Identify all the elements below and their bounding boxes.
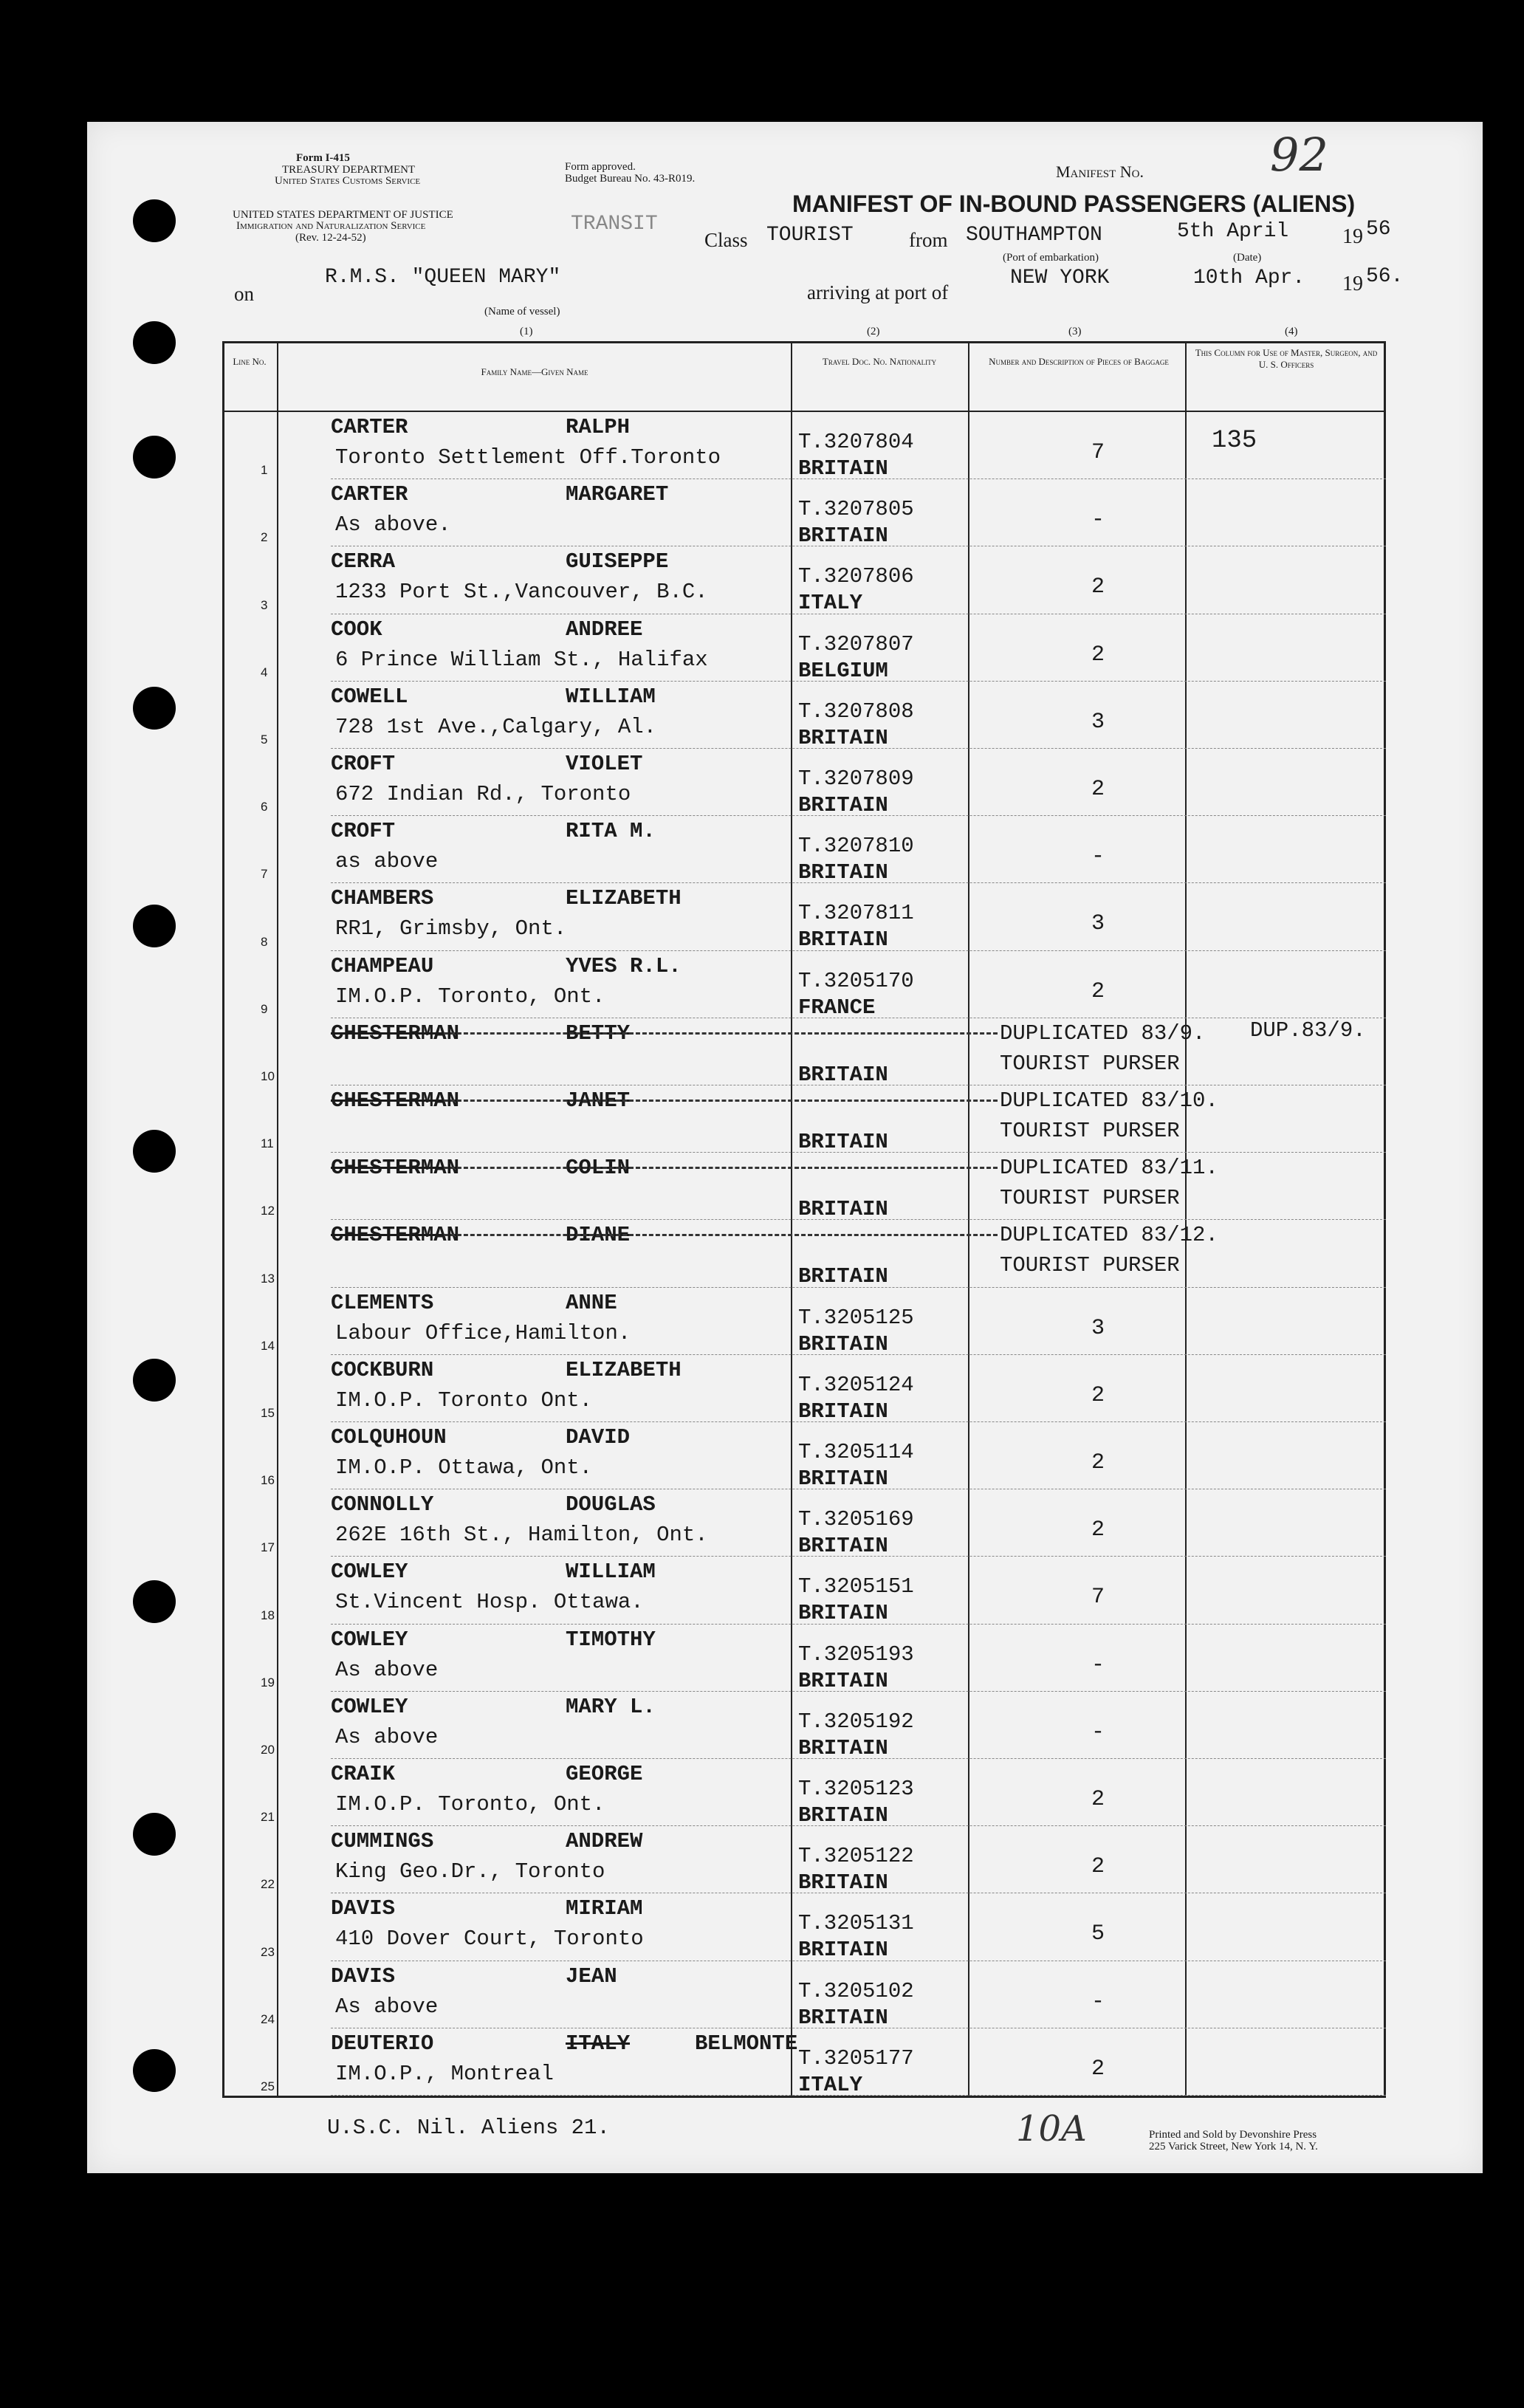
address: 728 1st Ave.,Calgary, Al. (335, 714, 657, 739)
class-value: TOURIST (766, 224, 854, 247)
given-name: JANET (566, 1088, 631, 1113)
on-label: on (234, 283, 254, 305)
table-row (222, 546, 1386, 614)
binder-hole (133, 1813, 176, 1856)
given-name: TIMOTHY (566, 1627, 656, 1652)
customs-label: United States Customs Service (275, 175, 421, 187)
address: IM.O.P. Toronto Ont. (335, 1387, 593, 1413)
column-number-1: (1) (520, 326, 533, 337)
binder-hole (133, 687, 176, 730)
duplicated-note: DUPLICATED 83/10. (1000, 1088, 1218, 1113)
table-row (222, 1220, 1386, 1287)
address: RR1, Grimsby, Ont. (335, 916, 567, 941)
nationality: BRITAIN (798, 1534, 888, 1559)
family-name: COCKBURN (331, 1357, 434, 1382)
nationality: BRITAIN (798, 1399, 888, 1424)
arrival-port: NEW YORK (1010, 267, 1110, 289)
address: IM.O.P. Toronto, Ont. (335, 984, 605, 1009)
header-name: Family Name—Given Name (481, 366, 588, 377)
given-name: VIOLET (566, 752, 643, 776)
departure-date: 5th April (1177, 220, 1289, 243)
address: Labour Office,Hamilton. (335, 1320, 631, 1345)
approved-label: Form approved. (565, 161, 636, 173)
given-name: BETTY (566, 1021, 631, 1046)
baggage-count: 7 (1091, 1585, 1105, 1611)
table-row (222, 412, 1386, 479)
baggage-count: 3 (1091, 911, 1105, 937)
given-name: GEORGE (566, 1762, 643, 1786)
travel-doc-number: T.3207810 (798, 834, 914, 859)
nationality: BRITAIN (798, 1130, 888, 1154)
travel-doc-number: T.3207808 (798, 699, 914, 724)
travel-doc-number: T.3207805 (798, 497, 914, 522)
given-name: WILLIAM (566, 684, 656, 709)
address: IM.O.P., Montreal (335, 2061, 554, 2086)
line-number: 14 (261, 1338, 275, 1353)
printer-line-1: Printed and Sold by Devonshire Press (1149, 2129, 1317, 2141)
line-number: 12 (261, 1204, 275, 1218)
purser-note: TOURIST PURSER (1000, 1253, 1180, 1278)
manifest-page (87, 122, 1483, 2173)
address: St.Vincent Hosp. Ottawa. (335, 1590, 644, 1615)
ins-label: Immigration and Naturalization Service (236, 220, 426, 232)
binder-hole (133, 2049, 176, 2092)
row-separator (331, 2095, 1386, 2096)
given-name: MARY L. (566, 1694, 656, 1719)
table-row (222, 1759, 1386, 1826)
line-number: 18 (261, 1608, 275, 1622)
line-number: 6 (261, 800, 268, 814)
printer-line-2: 225 Varick Street, New York 14, N. Y. (1149, 2141, 1318, 2153)
table-body (222, 412, 1386, 2096)
nationality: BRITAIN (798, 1601, 888, 1626)
travel-doc-number: T.3205124 (798, 1372, 914, 1397)
given-name: DAVID (566, 1425, 631, 1450)
embarkation-caption: (Port of embarkation) (1003, 252, 1099, 264)
table-row (222, 682, 1386, 749)
nationality: BRITAIN (798, 1197, 888, 1222)
nationality: BRITAIN (798, 1938, 888, 1963)
baggage-count: 7 (1091, 440, 1105, 465)
line-number: 4 (261, 665, 268, 679)
family-name: CERRA (331, 549, 396, 574)
line-number: 17 (261, 1540, 275, 1555)
nationality: BRITAIN (798, 1735, 888, 1760)
family-name: COWELL (331, 684, 408, 709)
baggage-count: - (1091, 1719, 1105, 1745)
table-row (222, 1893, 1386, 1961)
table-row (222, 1625, 1386, 1692)
nationality: BRITAIN (798, 1668, 888, 1693)
travel-doc-number: T.3205170 (798, 968, 914, 993)
handwritten-note: 10A (1016, 2108, 1087, 2150)
address: 1233 Port St.,Vancouver, B.C. (335, 580, 708, 605)
header-travel-doc: Travel Doc. No. Nationality (822, 356, 937, 367)
manifest-title: MANIFEST OF IN-BOUND PASSENGERS (ALIENS) (792, 191, 1356, 217)
baggage-count: 2 (1091, 777, 1105, 802)
travel-doc-number: T.3205169 (798, 1507, 914, 1532)
family-name: CLEMENTS (331, 1290, 434, 1315)
address: King Geo.Dr., Toronto (335, 1859, 605, 1884)
given-name: BELMONTE (695, 2031, 798, 2056)
nationality: BRITAIN (798, 927, 888, 953)
line-number: 1 (261, 463, 268, 478)
table-row (222, 1355, 1386, 1422)
table-row (222, 1422, 1386, 1489)
family-name: CUMMINGS (331, 1829, 434, 1854)
line-number: 11 (261, 1136, 274, 1151)
family-name: CROFT (331, 752, 396, 776)
table-row (222, 1826, 1386, 1896)
given-name: ANNE (566, 1290, 617, 1315)
table-row (222, 1692, 1386, 1759)
arrival-year-prefix: 19 (1342, 272, 1363, 295)
given-name: MIRIAM (566, 1896, 643, 1921)
arrival-date: 10th Apr. (1193, 267, 1305, 289)
baggage-count: 2 (1091, 1854, 1105, 1880)
travel-doc-number: T.3205151 (798, 1574, 914, 1599)
line-number: 16 (261, 1473, 275, 1488)
official-number: 135 (1212, 427, 1257, 455)
given-name: GUISEPPE (566, 549, 669, 574)
address: 672 Indian Rd., Toronto (335, 782, 631, 806)
table-row (222, 2028, 1386, 2096)
table-row (222, 1153, 1386, 1220)
table-row (222, 1489, 1386, 1557)
duplicate-ref: DUP.83/9. (1250, 1018, 1366, 1043)
baggage-count: - (1091, 1652, 1105, 1678)
binder-hole (133, 1580, 176, 1623)
line-number: 24 (261, 2011, 275, 2026)
nationality: BRITAIN (798, 1264, 888, 1289)
family-name: CONNOLLY (331, 1492, 434, 1517)
vessel-name: R.M.S. "QUEEN MARY" (325, 266, 561, 289)
given-name: COLIN (566, 1156, 631, 1181)
embarkation-port: SOUTHAMPTON (966, 224, 1102, 247)
given-name: YVES R.L. (566, 953, 682, 978)
strike-dash-line (444, 1167, 998, 1169)
summary-note: U.S.C. Nil. Aliens 21. (327, 2116, 610, 2140)
family-name: CHESTERMAN (331, 1021, 460, 1046)
family-name: CROFT (331, 819, 396, 844)
table-row (222, 1018, 1386, 1085)
departure-year-prefix: 19 (1342, 225, 1363, 248)
baggage-count: 5 (1091, 1921, 1105, 1947)
travel-doc-number: T.3207811 (798, 901, 914, 926)
line-number: 9 (261, 1001, 268, 1016)
table-row (222, 614, 1386, 682)
nationality: BRITAIN (798, 1870, 888, 1896)
given-name: ELIZABETH (566, 1357, 682, 1382)
address: 410 Dover Court, Toronto (335, 1927, 644, 1952)
travel-doc-number: T.3207807 (798, 631, 914, 656)
address: As above (335, 1657, 439, 1682)
baggage-count: 2 (1091, 1517, 1105, 1543)
family-name: CARTER (331, 482, 408, 507)
manifest-number-label: Manifest No. (1056, 162, 1144, 181)
baggage-count: - (1091, 507, 1105, 533)
departure-year: 56 (1366, 218, 1391, 241)
line-number: 3 (261, 597, 268, 612)
vessel-caption: (Name of vessel) (484, 306, 560, 318)
column-number-2: (2) (867, 326, 880, 337)
table-row (222, 816, 1386, 883)
address: IM.O.P. Toronto, Ont. (335, 1792, 605, 1817)
duplicated-note: DUPLICATED 83/12. (1000, 1223, 1218, 1248)
given-name: MARGARET (566, 482, 669, 507)
line-number: 25 (261, 2079, 275, 2093)
baggage-count: 3 (1091, 709, 1105, 735)
manifest-number: 92 (1270, 128, 1328, 182)
line-number: 10 (261, 1068, 275, 1083)
family-name: DEUTERIO (331, 2031, 434, 2056)
table-row (222, 1288, 1386, 1355)
baggage-count: 2 (1091, 1382, 1105, 1408)
travel-doc-number: T.3205122 (798, 1844, 914, 1869)
line-number: 20 (261, 1742, 275, 1757)
family-name: CHESTERMAN (331, 1088, 460, 1113)
baggage-count: 2 (1091, 574, 1105, 600)
nationality: BRITAIN (798, 860, 888, 885)
travel-doc-number: T.3205114 (798, 1440, 914, 1464)
nationality: BRITAIN (798, 1331, 888, 1356)
travel-doc-number: T.3207804 (798, 430, 914, 454)
travel-doc-number: T.3205125 (798, 1305, 914, 1330)
from-label: from (909, 229, 948, 251)
line-number: 22 (261, 1877, 275, 1892)
arrival-year: 56. (1366, 265, 1404, 288)
given-name: ANDREW (566, 1829, 643, 1854)
baggage-count: 3 (1091, 1315, 1105, 1341)
strike-dash-line (444, 1100, 998, 1102)
line-number: 5 (261, 732, 268, 747)
line-number: 7 (261, 867, 268, 882)
family-name: CHAMBERS (331, 886, 434, 911)
given-name: WILLIAM (566, 1560, 656, 1585)
binder-hole (133, 1130, 176, 1173)
family-name: CHESTERMAN (331, 1223, 460, 1248)
nationality: BRITAIN (798, 793, 888, 817)
header-officers: This Column for Use of Master, Surgeon, and U. S. Officers (1195, 347, 1378, 370)
travel-doc-number: T.3205123 (798, 1777, 914, 1801)
table-row (222, 951, 1386, 1018)
purser-note: TOURIST PURSER (1000, 1119, 1180, 1143)
line-number: 13 (261, 1271, 275, 1286)
address: IM.O.P. Ottawa, Ont. (335, 1455, 593, 1480)
given-name: ELIZABETH (566, 886, 682, 911)
line-number: 2 (261, 530, 268, 545)
table-row (222, 1557, 1386, 1624)
nationality: BRITAIN (798, 2005, 888, 2030)
travel-doc-number: T.3205193 (798, 1642, 914, 1667)
class-label: Class (704, 229, 748, 251)
nationality: ITALY (798, 591, 863, 616)
given-name: RALPH (566, 415, 631, 439)
baggage-count: - (1091, 844, 1105, 870)
line-number: 23 (261, 1944, 275, 1959)
nationality: BELGIUM (798, 658, 888, 683)
binder-hole (133, 436, 176, 478)
budget-label: Budget Bureau No. 43-R019. (565, 173, 696, 185)
family-name: COWLEY (331, 1627, 408, 1652)
purser-note: TOURIST PURSER (1000, 1186, 1180, 1211)
baggage-count: 2 (1091, 1450, 1105, 1475)
revision-label: (Rev. 12-24-52) (295, 232, 366, 244)
address: as above (335, 849, 439, 874)
address: As above (335, 1994, 439, 2019)
nationality: BRITAIN (798, 1467, 888, 1491)
given-name: ANDREE (566, 617, 643, 642)
travel-doc-number: T.3205131 (798, 1911, 914, 1936)
family-name: COWLEY (331, 1560, 408, 1585)
strike-dash-line (444, 1234, 998, 1236)
line-number: 8 (261, 934, 268, 949)
address: As above (335, 1724, 439, 1749)
passenger-table (222, 341, 1386, 2098)
family-name: DAVIS (331, 1963, 396, 1989)
nationality: BRITAIN (798, 725, 888, 750)
nationality: BRITAIN (798, 524, 888, 549)
travel-doc-number: T.3205102 (798, 1978, 914, 2003)
binder-hole (133, 1359, 176, 1402)
duplicated-note: DUPLICATED 83/11. (1000, 1156, 1218, 1181)
travel-doc-number: T.3207809 (798, 766, 914, 791)
nationality: ITALY (798, 2072, 863, 2097)
table-row (222, 479, 1386, 549)
binder-hole (133, 321, 176, 364)
given-name: DIANE (566, 1223, 631, 1248)
strike-dash-line (444, 1032, 998, 1035)
duplicated-note: DUPLICATED 83/9. (1000, 1021, 1206, 1046)
family-name: DAVIS (331, 1896, 396, 1921)
binder-hole (133, 199, 176, 242)
binder-hole (133, 905, 176, 947)
table-row (222, 749, 1386, 816)
address: 262E 16th St., Hamilton, Ont. (335, 1523, 708, 1548)
purser-note: TOURIST PURSER (1000, 1051, 1180, 1076)
address: 6 Prince William St., Halifax (335, 647, 708, 672)
transit-stamp: TRANSIT (571, 213, 658, 236)
travel-doc-number: T.3205177 (798, 2045, 914, 2071)
nationality: FRANCE (798, 995, 876, 1020)
arriving-label: arriving at port of (807, 281, 949, 303)
nationality: BRITAIN (798, 1803, 888, 1828)
family-name: CHESTERMAN (331, 1156, 460, 1181)
line-number: 21 (261, 1810, 275, 1825)
date-caption: (Date) (1233, 252, 1262, 264)
baggage-count: - (1091, 1989, 1105, 2014)
family-name: COOK (331, 617, 382, 642)
baggage-count: 2 (1091, 978, 1105, 1004)
given-name: DOUGLAS (566, 1492, 656, 1517)
table-row (222, 883, 1386, 953)
baggage-count: 2 (1091, 1787, 1105, 1812)
justice-label: UNITED STATES DEPARTMENT OF JUSTICE (233, 209, 453, 221)
family-name: COLQUHOUN (331, 1425, 447, 1450)
family-name: CRAIK (331, 1762, 396, 1786)
column-number-3: (3) (1068, 326, 1082, 337)
column-number-4: (4) (1285, 326, 1298, 337)
travel-doc-number: T.3207806 (798, 564, 914, 589)
header-line-no: Line No. (233, 356, 267, 367)
treasury-label: TREASURY DEPARTMENT (282, 164, 416, 176)
baggage-count: 2 (1091, 2056, 1105, 2082)
address: As above. (335, 512, 451, 538)
form-number: Form I-415 (296, 152, 350, 164)
travel-doc-number: T.3205192 (798, 1709, 914, 1734)
nationality: BRITAIN (798, 456, 888, 481)
family-name: COWLEY (331, 1694, 408, 1719)
given-name: RITA M. (566, 819, 656, 844)
family-name: CARTER (331, 415, 408, 439)
line-number: 15 (261, 1405, 275, 1420)
line-number: 19 (261, 1675, 275, 1690)
table-row (222, 1961, 1386, 2028)
nationality: BRITAIN (798, 1062, 888, 1087)
table-row (222, 1085, 1386, 1153)
struck-given-name: ITALY (566, 2031, 631, 2056)
family-name: CHAMPEAU (331, 953, 434, 978)
given-name: JEAN (566, 1963, 617, 1989)
header-baggage: Number and Description of Pieces of Baggage (989, 356, 1169, 367)
address: Toronto Settlement Off.Toronto (335, 445, 721, 470)
baggage-count: 2 (1091, 642, 1105, 668)
